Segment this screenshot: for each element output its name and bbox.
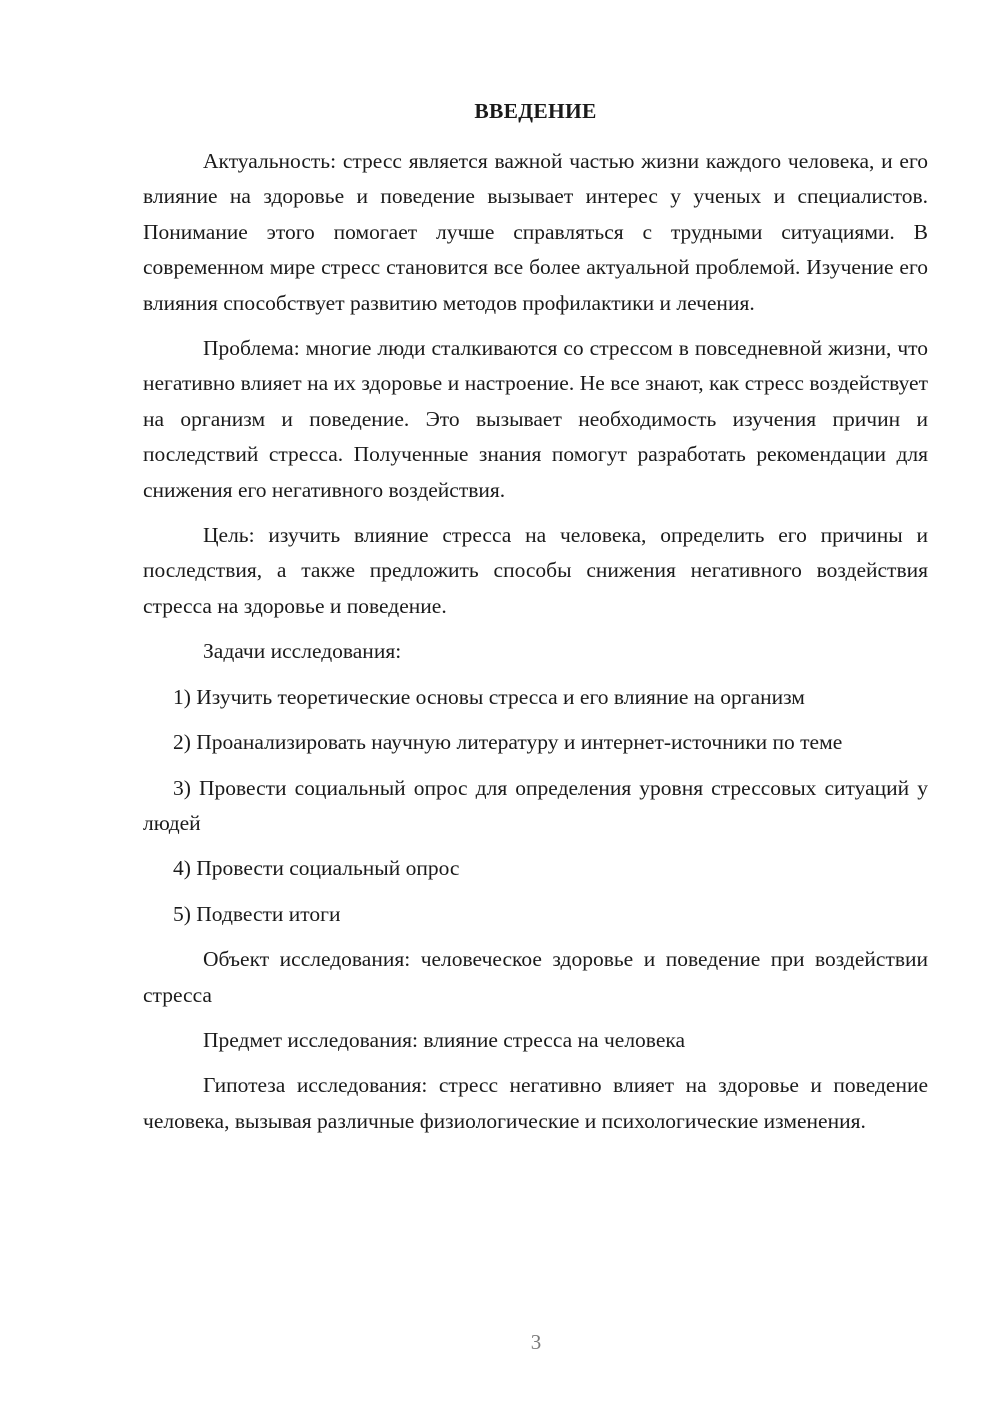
task-item-4: 4) Провести социальный опрос	[173, 856, 460, 881]
hypothesis-paragraph: Гипотеза исследования: стресс негативно влияет на здоровье и поведение человека, вызывая различные физиологические и психологические изменения.	[143, 1073, 928, 1133]
object-paragraph: Объект исследования: человеческое здоровье и поведение при воздействии стресса	[143, 947, 928, 1007]
page-content	[143, 95, 928, 1149]
relevance-paragraph: Актуальность: стресс является важной частью жизни каждого человека, и его влияние на здоровье и поведение вызывает интерес у ученых и специалистов. Понимание этого помогает лучше справляться с трудными ситуациями. В современном мире стресс становится все более актуальной проблемой. Изучение его влияния способствует развитию методов профилактики и лечения.	[143, 149, 928, 315]
subject-paragraph: Предмет исследования: влияние стресса на человека	[203, 1027, 686, 1052]
task-item-1: 1) Изучить теоретические основы стресса и его влияние на организм	[173, 684, 805, 709]
page-number: 3	[530, 1330, 542, 1354]
tasks-heading: Задачи исследования:	[203, 639, 402, 664]
problem-paragraph: Проблема: многие люди сталкиваются со стрессом в повседневной жизни, что негативно влияет на их здоровье и настроение. Не все знают, как стресс воздействует на организм и поведение. Это вызывает необходимость изучения причин и последствий стресса. Полученные знания помогут разработать рекомендации для снижения его негативного воздействия.	[143, 336, 928, 502]
goal-paragraph: Цель: изучить влияние стресса на человека, определить его причины и последствия, а также предложить способы снижения негативного воздействия стресса на здоровье и поведение.	[143, 523, 928, 618]
task-item-5: 5) Подвести итоги	[173, 901, 341, 926]
task-item-3: 3) Провести социальный опрос для определения уровня стрессовых ситуаций у людей	[143, 775, 928, 835]
task-item-2: 2) Проанализировать научную литературу и интернет-источники по теме	[173, 730, 843, 755]
section-title: ВВЕДЕНИЕ	[474, 99, 597, 123]
